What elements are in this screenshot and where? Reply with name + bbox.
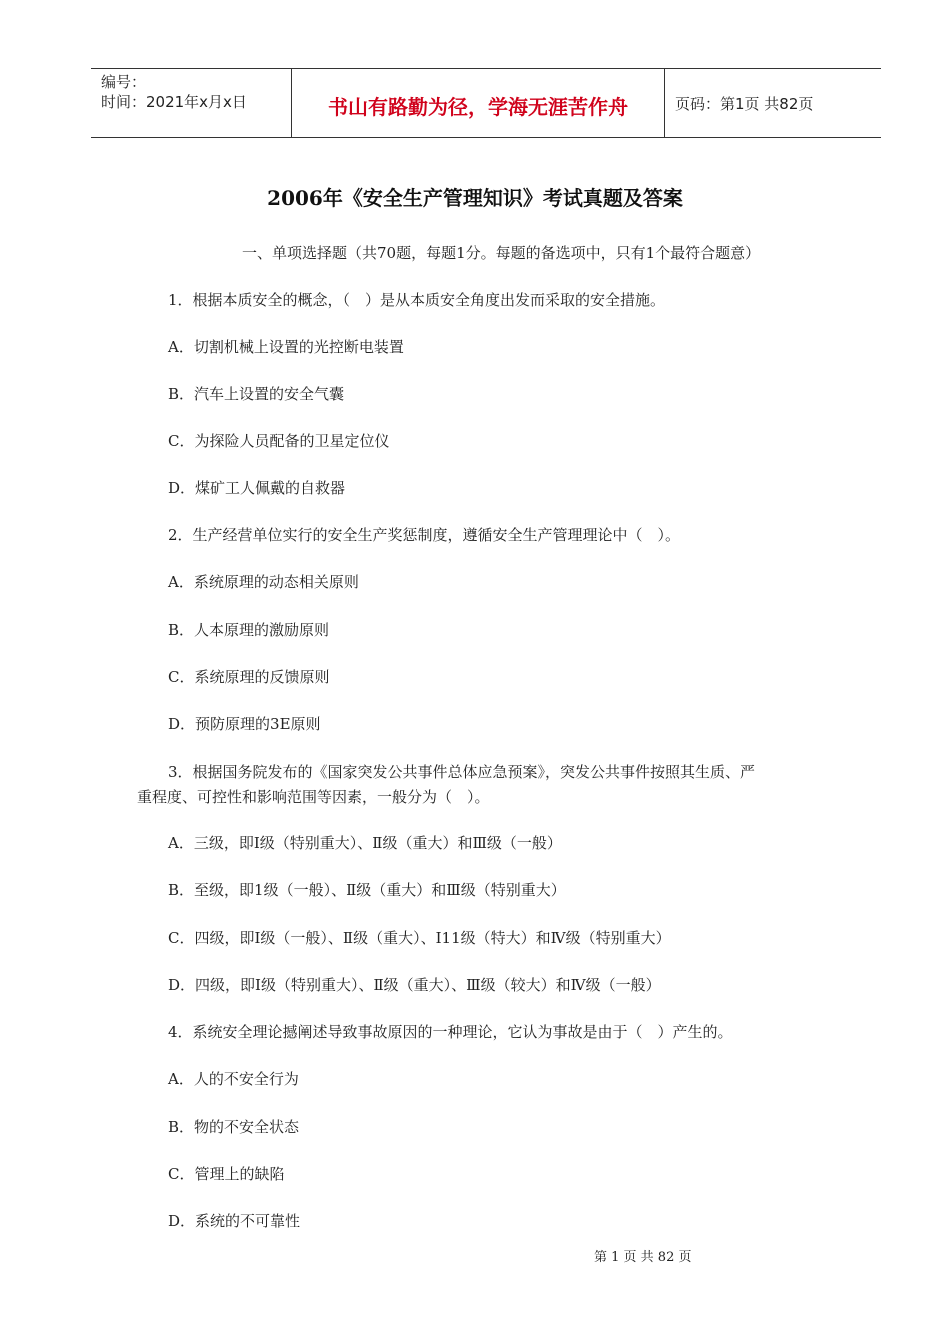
question-3: 3．根据国务院发布的《国家突发公共事件总体应急预案》，突发公共事件按照其生质、严 [168, 763, 756, 781]
serial-label: 编号： [101, 73, 147, 91]
option-3d: D．四级，即Ⅰ级（特别重大）、Ⅱ级（重大）、Ⅲ级（较大）和Ⅳ级（一般） [168, 976, 661, 994]
option-3c: C．四级，即Ⅰ级（一般）、Ⅱ级（重大）、I11级（特大）和Ⅳ级（特别重大） [168, 929, 671, 947]
header-page-cell [665, 69, 881, 137]
option-2b: B．人本原理的激励原则 [168, 621, 330, 639]
question-1: 1．根据本质安全的概念，（ ）是从本质安全角度出发而采取的安全措施。 [168, 291, 666, 309]
header-motto-cell [292, 69, 665, 137]
document-title: 2006年《安全生产管理知识》考试真题及答案 [267, 186, 683, 210]
option-2d: D．预防原理的3E原则 [168, 715, 321, 733]
option-4a: A．人的不安全行为 [168, 1070, 299, 1088]
option-4c: C．管理上的缺陷 [168, 1165, 285, 1183]
option-4b: B．物的不安全状态 [168, 1118, 300, 1136]
motto: 书山有路勤为径，学海无涯苦作舟 [328, 95, 628, 119]
option-2c: C．系统原理的反馈原则 [168, 668, 330, 686]
question-3-cont: 重程度、可控性和影响范围等因素，一般分为（ ）。 [137, 788, 490, 806]
page-code: 页码：第1页 共82页 [675, 95, 814, 113]
section-heading: 一、单项选择题（共70题，每题1分。每题的备选项中，只有1个最符合题意） [242, 244, 761, 262]
option-1c: C．为探险人员配备的卫星定位仪 [168, 432, 390, 450]
question-4: 4．系统安全理论撼阐述导致事故原因的一种理论，它认为事故是由于（ ）产生的。 [168, 1023, 733, 1041]
option-2a: A．系统原理的动态相关原则 [168, 573, 359, 591]
header-info-cell [91, 69, 292, 137]
option-4d: D．系统的不可靠性 [168, 1212, 301, 1230]
option-1a: A．切割机械上设置的光控断电装置 [168, 338, 404, 356]
option-3a: A．三级，即Ⅰ级（特别重大）、Ⅱ级（重大）和Ⅲ级（一般） [168, 834, 562, 852]
header-table [91, 68, 881, 138]
option-3b: B．至级，即1级（一般）、Ⅱ级（重大）和Ⅲ级（特别重大） [168, 881, 566, 899]
option-1b: B．汽车上设置的安全气囊 [168, 385, 345, 403]
question-2: 2．生产经营单位实行的安全生产奖惩制度，遵循安全生产管理理论中（ ）。 [168, 526, 681, 544]
option-1d: D．煤矿工人佩戴的自救器 [168, 479, 346, 497]
time-label: 时间：2021年x月x日 [101, 93, 247, 111]
page-footer: 第 1 页 共 82 页 [594, 1250, 692, 1265]
